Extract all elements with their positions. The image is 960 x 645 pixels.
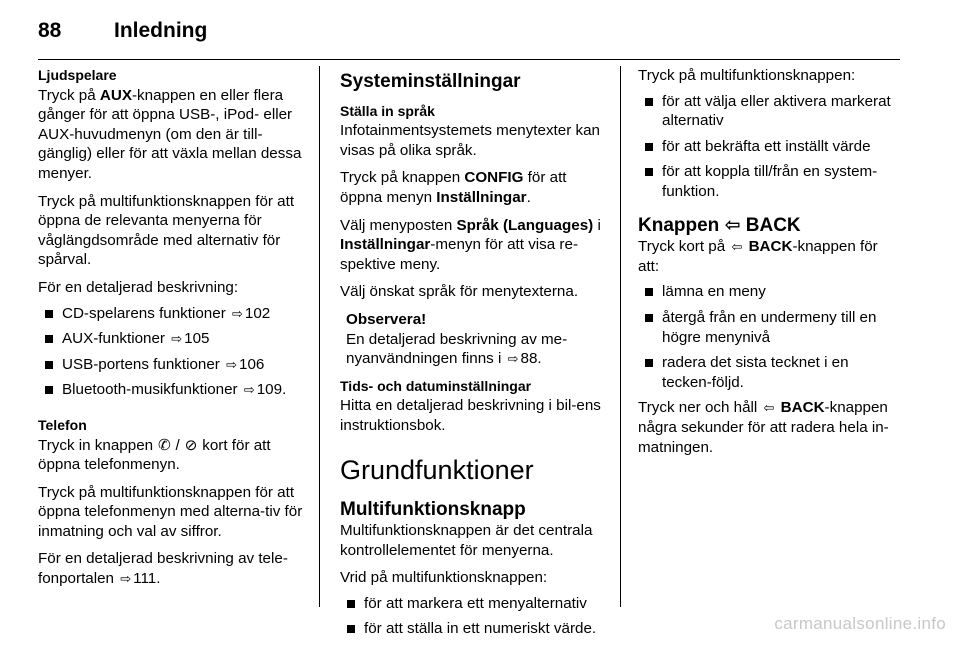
column-2 xyxy=(340,66,606,645)
ref-arrow-icon: ⇨ xyxy=(507,351,519,367)
ref-arrow-icon: ⇨ xyxy=(171,331,183,347)
paragraph: Infotainmentsystemets menytexter kan visas på olika språk. xyxy=(340,122,600,159)
paragraph: Välj önskat språk för menytexterna. xyxy=(340,283,579,301)
paragraph: Vrid på multifunktionsknappen: xyxy=(340,569,548,587)
ref-arrow-icon: ⇨ xyxy=(120,571,132,587)
section-heading-systeminstallningar: Systeminställningar xyxy=(340,71,521,92)
section-heading-multifunktionsknapp: Multifunktionsknapp xyxy=(340,498,526,520)
watermark: carmanualsonline.info xyxy=(774,614,946,633)
back-arrow-icon: ⇦ xyxy=(731,239,743,255)
subheading-tids-och-datum: Tids- och datuminställningar xyxy=(340,377,532,394)
list-item: för att bekräfta ett inställt värde xyxy=(638,137,902,157)
back-arrow-icon: ⇦ xyxy=(724,214,741,236)
bullet-icon xyxy=(645,359,653,367)
paragraph: Tryck på multifunktionsknappen för att öppna de relevanta menyerna för våglängdsområde med alternativ för spårval. xyxy=(38,192,295,269)
note-text: En detaljerad beskrivning av me-nyanvändningen finns i ⇨ 88. xyxy=(346,330,568,368)
bullet-icon xyxy=(645,98,653,106)
list-item: för att markera ett menyalternativ xyxy=(340,594,606,614)
paragraph: Tryck in knappen ✆ / ⊘ kort för att öppna telefonmenyn. xyxy=(38,436,271,474)
column-divider xyxy=(620,66,621,607)
bullet-icon xyxy=(645,168,653,176)
paragraph: Tryck på knappen CONFIG för att öppna menyn Inställningar. xyxy=(340,169,567,206)
section-heading-knappen-back: Knappen ⇦ BACK xyxy=(638,214,801,236)
column-3 xyxy=(638,66,902,465)
paragraph: Hitta en detaljerad beskrivning i bil-ens instruktionsbok. xyxy=(340,397,601,434)
paragraph: Tryck kort på ⇦ BACK-knappen för att: xyxy=(638,238,878,275)
list-item: lämna en meny xyxy=(638,282,902,302)
paragraph: Tryck på AUX-knappen en eller flera gånger för att öppna USB-, iPod- eller AUX-huvudmenyn (om den är till-gänglig) eller för att växla mellan dessa menyer. xyxy=(38,86,302,182)
bullet-icon xyxy=(645,143,653,151)
list-item: återgå från en undermeny till en högre menynivå xyxy=(638,308,902,347)
section-heading-ljudspelare: Ljudspelare xyxy=(38,67,117,83)
bullet-icon xyxy=(45,310,53,318)
column-divider xyxy=(319,66,320,607)
page-title: Inledning xyxy=(114,19,208,42)
list-item: radera det sista tecknet i en tecken-följd. xyxy=(638,353,902,392)
subheading-stalla-in-sprak: Ställa in språk xyxy=(340,102,435,119)
note-box xyxy=(340,310,606,369)
bullet-icon xyxy=(347,625,355,633)
mute-icon: ⊘ xyxy=(184,436,198,454)
bullet-list xyxy=(638,282,902,392)
bullet-icon xyxy=(645,288,653,296)
paragraph: För en detaljerad beskrivning: xyxy=(38,278,239,296)
list-item: AUX-funktioner ⇨ 105 xyxy=(38,329,306,349)
bullet-icon xyxy=(645,314,653,322)
column-1 xyxy=(38,66,306,597)
paragraph: För en detaljerad beskrivning av tele-fonportalen ⇨ 111. xyxy=(38,550,288,588)
ref-arrow-icon: ⇨ xyxy=(226,356,238,372)
phone-icon: ✆ xyxy=(157,436,171,454)
ref-arrow-icon: ⇨ xyxy=(243,382,255,398)
bullet-icon xyxy=(45,361,53,369)
header-rule xyxy=(38,59,900,60)
paragraph: Välj menyposten Språk (Languages) i Inställningar-menyn för att visa re-spektive meny. xyxy=(340,216,601,273)
back-arrow-icon: ⇦ xyxy=(763,400,775,416)
note-title: Observera! xyxy=(346,310,427,328)
paragraph: Multifunktionsknappen är det centrala kontrollelementet för menyerna. xyxy=(340,522,593,559)
bullet-list xyxy=(38,304,306,400)
bullet-list xyxy=(638,92,902,202)
section-heading-telefon: Telefon xyxy=(38,416,87,433)
list-item: för att ställa in ett numeriskt värde. xyxy=(340,619,606,639)
list-item: Bluetooth-musikfunktioner ⇨ 109. xyxy=(38,380,306,400)
ref-arrow-icon: ⇨ xyxy=(232,305,243,321)
paragraph: Tryck på multifunktionsknappen för att öppna telefonmenyn med alterna-tiv för inmatning och val av siffror. xyxy=(38,483,303,540)
list-item: CD-spelarens funktioner ⇨ 102 xyxy=(38,304,306,324)
list-item: USB-portens funktioner ⇨ 106 xyxy=(38,355,306,375)
paragraph: Tryck på multifunktionsknappen: xyxy=(638,67,856,84)
bullet-list xyxy=(340,594,606,639)
chapter-heading-grundfunktioner: Grundfunktioner xyxy=(340,454,534,485)
bullet-icon xyxy=(45,335,53,343)
bullet-icon xyxy=(45,386,53,394)
page-number: 88 xyxy=(38,19,62,42)
paragraph: Tryck ner och håll ⇦ BACK-knappen några sekunder för att radera hela in-matningen. xyxy=(638,399,889,456)
bullet-icon xyxy=(347,600,355,608)
list-item: för att välja eller aktivera markerat alternativ xyxy=(638,92,902,131)
list-item: för att koppla till/från en system-funktion. xyxy=(638,162,902,201)
